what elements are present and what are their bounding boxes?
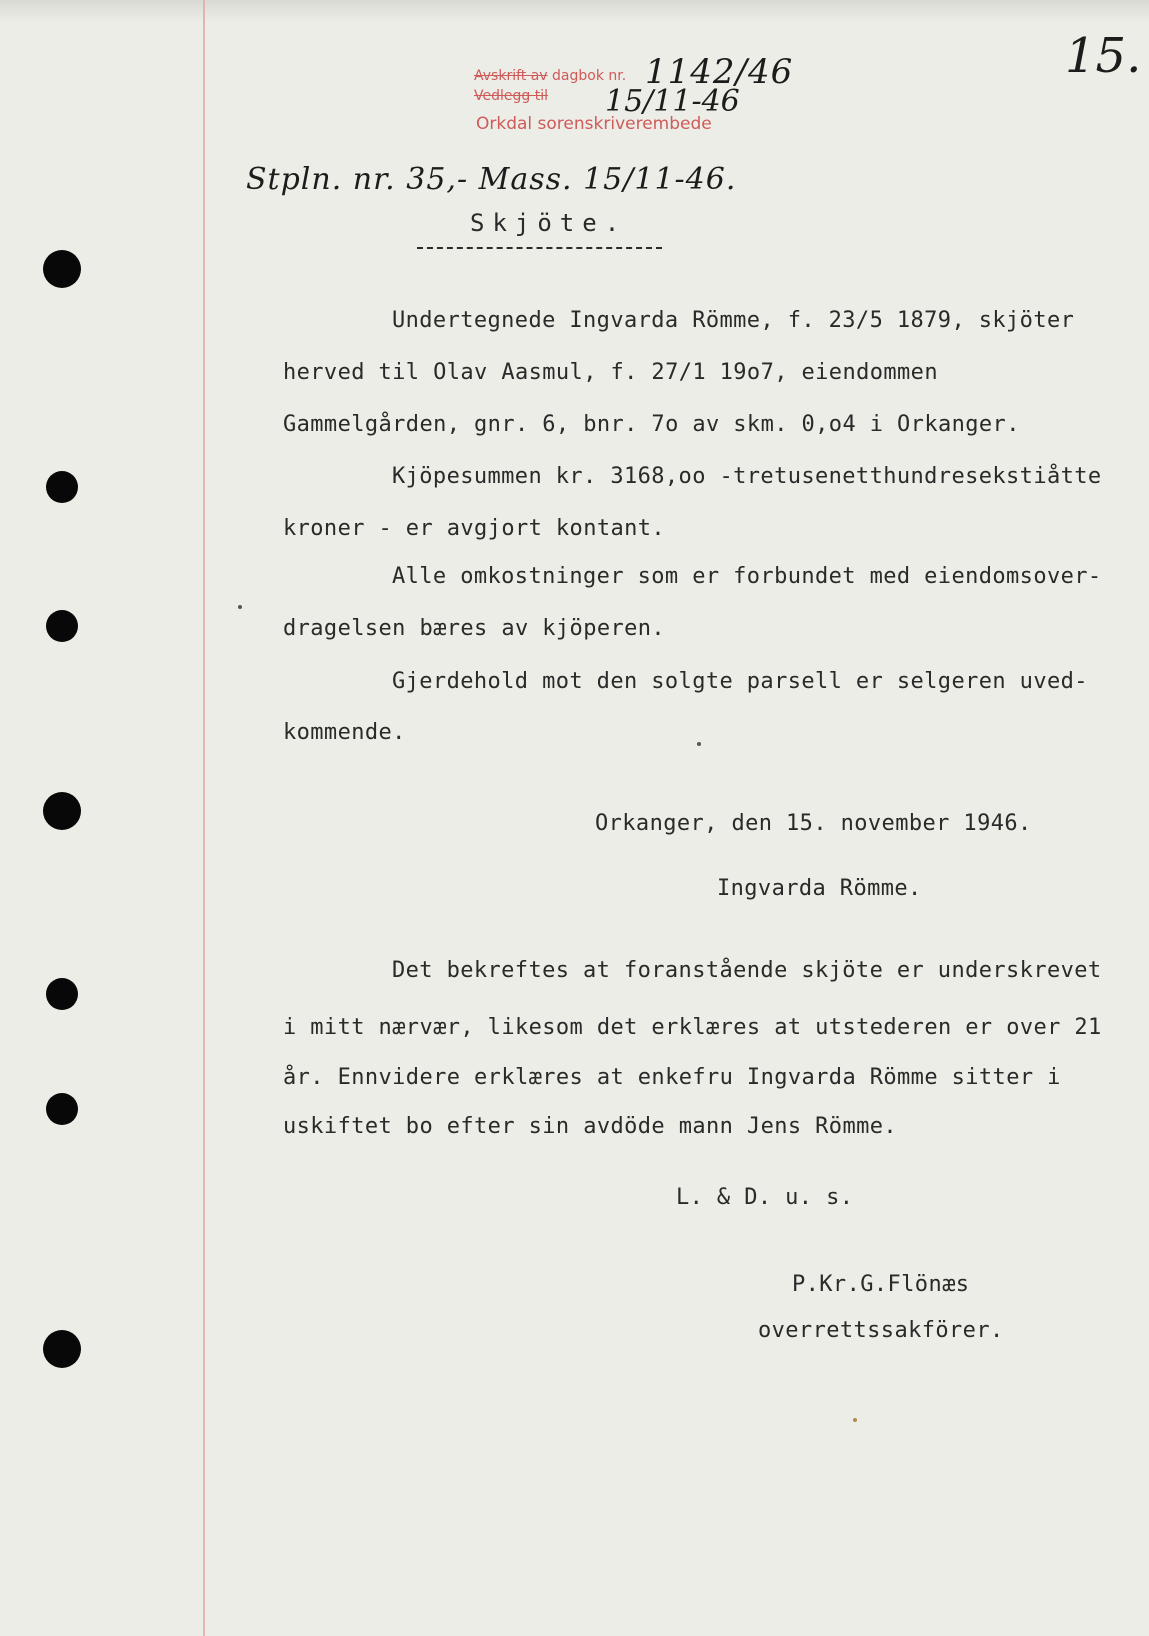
punch-hole-2 <box>46 471 78 503</box>
body-line: Gammelgården, gnr. 6, bnr. 7o av skm. 0,o4 i Orkanger. <box>283 412 1020 437</box>
title-underline <box>417 247 662 249</box>
stamp-attachment-label: Vedlegg til <box>474 88 548 104</box>
punch-hole-7 <box>43 1330 81 1368</box>
body-line: Undertegnede Ingvarda Römme, f. 23/5 1879, skjöter <box>392 308 1075 333</box>
punch-hole-3 <box>46 610 78 642</box>
witness-name: P.Kr.G.Flönæs <box>792 1272 970 1297</box>
ink-speck <box>853 1418 857 1422</box>
punch-hole-6 <box>46 1093 78 1125</box>
handwritten-registration-note: Stpln. nr. 35,- Mass. 15/11-46. <box>246 162 737 197</box>
handwritten-date: 15/11-46 <box>605 84 740 119</box>
certification-line: år. Ennvidere erklæres at enkefru Ingvarda Römme sitter i <box>283 1065 1061 1090</box>
handwritten-page-number: 15. <box>1065 28 1142 84</box>
body-line: Kjöpesummen kr. 3168,oo -tretusenetthundresekstiåtte <box>392 464 1102 489</box>
handwritten-journal-number: 1142/46 <box>645 52 794 92</box>
body-line: kroner - er avgjort kontant. <box>283 516 666 541</box>
document-title: Skjöte. <box>470 209 628 237</box>
certification-line: i mitt nærvær, likesom det erklæres at utstederen er over 21 <box>283 1015 1102 1040</box>
body-line: dragelsen bæres av kjöperen. <box>283 616 666 641</box>
punch-hole-1 <box>43 250 81 288</box>
seller-signature: Ingvarda Römme. <box>717 876 922 901</box>
ink-speck <box>238 605 242 609</box>
margin-line <box>203 0 205 1636</box>
witness-title: overrettssakförer. <box>758 1318 1004 1343</box>
body-line: Alle omkostninger som er forbundet med eiendomsover- <box>392 564 1102 589</box>
stamp-copy-label: Avskrift av <box>474 68 548 84</box>
page-top-shadow <box>0 0 1149 22</box>
stamp-office-name: Orkdal sorenskriverembede <box>476 114 712 134</box>
ink-speck <box>697 742 701 746</box>
body-line: Gjerdehold mot den solgte parsell er selgeren uved- <box>392 669 1088 694</box>
place-and-date: Orkanger, den 15. november 1946. <box>595 811 1032 836</box>
certification-line: Det bekreftes at foranstående skjöte er underskrevet <box>392 958 1102 983</box>
certification-line: uskiftet bo efter sin avdöde mann Jens Römme. <box>283 1114 898 1139</box>
closing-formula: L. & D. u. s. <box>676 1185 854 1210</box>
stamp-copy-line <box>474 68 626 84</box>
stamp-journal-label: dagbok nr. <box>552 68 627 84</box>
punch-hole-5 <box>46 978 78 1010</box>
punch-hole-4 <box>43 792 81 830</box>
body-line: herved til Olav Aasmul, f. 27/1 19o7, eiendommen <box>283 360 938 385</box>
body-line: kommende. <box>283 720 406 745</box>
